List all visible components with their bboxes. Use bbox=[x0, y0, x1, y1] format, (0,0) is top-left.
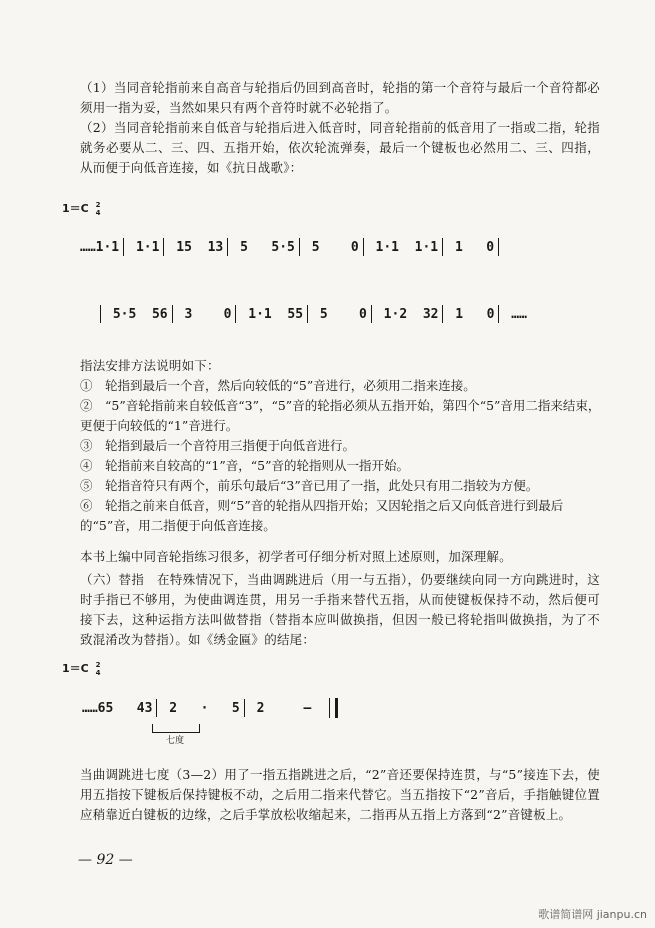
note-group: 43 bbox=[136, 700, 153, 716]
note-group: ……1·1 bbox=[80, 239, 120, 255]
score-row-3 bbox=[82, 698, 338, 738]
paragraph-seventh-leap: 当曲调跳进七度（3—2）用了一指五指跳进之后，“2”音还要保持连贯，与“5”接连下去，使用五指按下键板后保持键板不动，之后用二指来代替它。当五指按下“2”音后，手指触键位置应稍靠近白键板的边缘，之后手掌放松收缩起来，二指再从五指上方落到“2”音键板上。 bbox=[80, 767, 600, 822]
paragraph-rule-2: （2）当同音轮指前来自低音与轮指后进入低音时，同音轮指前的低音用了一指或二指，轮指就务必要从二、三、四、五指开始，依次轮流弹奏，最后一个键板也必然用二、三、四指，从而便于向低音连接，如《抗日战歌》： bbox=[80, 120, 600, 175]
note-group: 2 bbox=[169, 700, 178, 716]
note-group: 55 bbox=[287, 306, 304, 322]
interval-label: 七度 bbox=[166, 736, 185, 746]
score-row-2 bbox=[96, 305, 527, 345]
page-number: — 92 — bbox=[78, 852, 133, 868]
note-group: 1·2 bbox=[383, 306, 408, 322]
note-group: — bbox=[303, 700, 312, 716]
note-group: 5 bbox=[240, 239, 248, 255]
note-group: 0 bbox=[486, 239, 495, 255]
note-group: 5·5 bbox=[271, 239, 295, 255]
note-group: 1·1 bbox=[375, 239, 399, 255]
explanation-item-6: ⑥ 轮指之前来自低音，则“5”音的轮指从四指开始；又因轮指之后又向低音进行到最后的“5”音，用二指便于向低音连接。 bbox=[80, 498, 564, 533]
site-watermark: 歌谱简谱网 jianpu.cn bbox=[538, 908, 647, 921]
note-group: …… bbox=[511, 306, 527, 322]
note-group: 5 bbox=[311, 239, 320, 255]
note-group: 1 bbox=[454, 239, 463, 255]
final-barline bbox=[329, 698, 338, 718]
key-label: 1＝C bbox=[62, 662, 89, 675]
paragraph-substitution: （六）替指 在特殊情况下，当曲调跳进后（用一与五指），仍要继续向同一方向跳进时，这时手指已不够用，为使曲调连贯，用另一手指来替代五指，从而使键板保持不动，然后便可接下去，这种运指方法叫做替指（替指本应叫做换指，但因一般已将轮指叫做换指，为了不致混淆改为替指）。如《绣金匾》的结尾： bbox=[80, 572, 600, 647]
note-group: 1·1 bbox=[135, 239, 160, 255]
explanation-item-2: ② “5”音轮指前来自较低音“3”，“5”音的轮指必须从五指开始，第四个“5”音用二指来结束，更便于向较低的“1”音进行。 bbox=[80, 398, 601, 433]
interval-bracket bbox=[152, 724, 200, 733]
explanation-heading: 指法安排方法说明如下： bbox=[80, 358, 220, 373]
score-row-1 bbox=[80, 238, 503, 278]
note-group: 32 bbox=[422, 306, 439, 322]
explanation-item-5: ⑤ 轮指音符只有两个，前乐句最后“3”音已用了一指，此处只有用二指较为方便。 bbox=[80, 478, 539, 493]
time-signature: 2 4 bbox=[95, 201, 101, 217]
key-label: 1＝C bbox=[62, 202, 89, 215]
explanation-item-1: ① 轮指到最后一个音，然后向较低的“5”音进行，必须用二指来连接。 bbox=[80, 378, 476, 393]
paragraph-practice-note: 本书上编中同音轮指练习很多，初学者可仔细分析对照上述原则，加深理解。 bbox=[80, 549, 512, 564]
note-group: 56 bbox=[151, 306, 168, 322]
note-group: 0 bbox=[486, 306, 495, 322]
explanation-item-4: ④ 轮指前来自较高的“1”音，“5”音的轮指则从一指开始。 bbox=[80, 458, 409, 473]
note-group: ……65 bbox=[82, 700, 114, 716]
paragraph-rule-1: （1）当同音轮指前来自高音与轮指后仍回到高音时，轮指的第一个音符与最后一个音符都必须用一指为妥，当然如果只有两个音符时就不必轮指了。 bbox=[80, 80, 600, 115]
key-signature-2 bbox=[62, 660, 100, 677]
note-group: 13 bbox=[207, 239, 224, 255]
time-signature: 2 4 bbox=[95, 661, 101, 677]
note-group: 5 bbox=[319, 306, 328, 322]
note-group: 5·5 bbox=[112, 306, 137, 322]
note-group: 0 bbox=[223, 306, 232, 322]
note-group: 5 bbox=[231, 700, 240, 716]
note-group: 15 bbox=[176, 239, 192, 255]
note-group: 1 bbox=[455, 306, 464, 322]
note-group: 0 bbox=[350, 239, 359, 255]
note-group: 0 bbox=[359, 306, 367, 322]
note-group: 3 bbox=[184, 306, 193, 322]
note-group: 1·1 bbox=[248, 306, 272, 322]
explanation-item-3: ③ 轮指到最后一个音符用三指便于向低音进行。 bbox=[80, 438, 356, 453]
note-group: · bbox=[200, 700, 209, 716]
note-group: 2 bbox=[256, 700, 265, 716]
note-group: 1·1 bbox=[414, 239, 439, 255]
key-signature-1 bbox=[62, 200, 100, 217]
